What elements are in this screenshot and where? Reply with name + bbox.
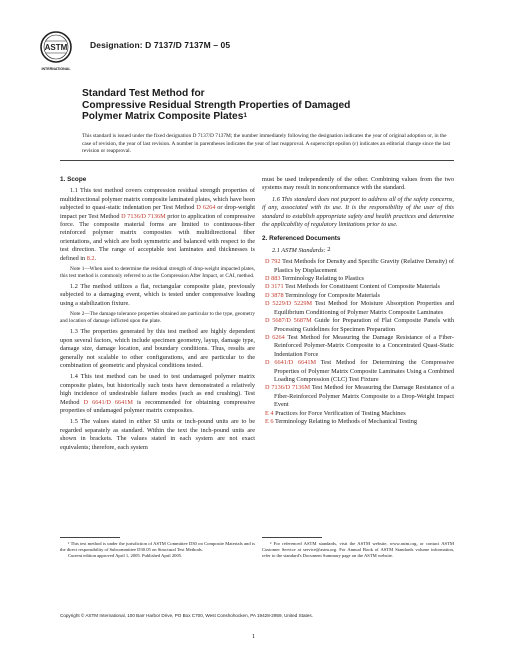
reference-title: Test Method for Measuring the Damage Resistance of a Fiber-Reinforced Polymer Matrix Composite to a Drop-Weight Impact Event [274, 384, 454, 409]
title-line-3-text: Polymer Matrix Composite Plates [82, 111, 244, 122]
astm-standards-footnote-marker: 2 [327, 245, 331, 253]
astm-standards-text: 2.1 ASTM Standards: [272, 246, 326, 254]
para-1-4-text: 1.4 This test method can be used to test undamaged polymer matrix composite plates, but historically such tests have demonstrated a relatively high incidence of undesirable failure modes (such as end crushing). Test Method [60, 373, 255, 406]
reference-code-link[interactable]: D 883 [265, 275, 281, 283]
designation: Designation: D 7137/D 7137M – 05 [90, 40, 231, 50]
note-1: Note 1—When used to determine the residual strength of drop-weight impacted plates, this test method is commonly referred to as the Compression After Impact, or CAI, method. [60, 266, 255, 280]
footnote-2-text: ² For referenced ASTM standards, visit the ASTM website, www.astm.org, or contact ASTM Customer Service at service@astm.org. For Annual Book of ASTM Standards volume information, refer to the standard's Document Summary page on the ASTM website. [262, 541, 454, 559]
reference-code-link[interactable]: D 6264 [265, 333, 285, 341]
title-line-1: Standard Test Method for [82, 88, 205, 99]
para-1-2: 1.2 The method utilizes a flat, rectangular composite plate, previously subjected to a damaging event, which is tested under compressive loading using a stabilization fixture. [60, 283, 255, 307]
footnote-2 [262, 541, 454, 560]
note-2: Note 2—The damage tolerance properties obtained are particular to the type, geometry and location of damage inflicted upon the plate. [60, 311, 255, 325]
reference-item [262, 359, 454, 384]
reference-title: Terminology Relating to Plastics [281, 275, 364, 283]
link-d6264[interactable]: D 6264 [196, 204, 216, 212]
para-1-3: 1.3 The properties generated by this test method are highly dependent upon several factors, which include specimen geometry, layup, damage type, damage size, damage location, and boundary conditions. Thus, results are generally not scalable to other configurations, and are particular to the combination of geometric and physical conditions tested. [60, 328, 255, 369]
astm-standards-label [262, 247, 454, 255]
reference-code-link[interactable]: D 3878 [265, 291, 284, 299]
reference-item [262, 300, 454, 317]
para-1-1-text-b: or drop-weight impact per Test Method [60, 204, 255, 220]
reference-item [262, 384, 454, 409]
link-d7136[interactable]: D 7136/D 7136M [121, 212, 166, 220]
title-line-2: Compressive Residual Strength Properties of Damaged [82, 99, 351, 111]
link-d6641[interactable]: D 6641/D 6641M [83, 398, 133, 406]
para-1-1-text-c: prior to application of compressive force. The composite material forms are limited to continuous-fiber reinforced polymer matrix composites with multidirectional fiber orientations, and which are both symmetric and balanced with respect to the test direction. The range of acceptable test laminates and thicknesses is defined in [60, 212, 255, 262]
reference-title: Terminology for Composite Materials [285, 291, 380, 299]
link-8-2[interactable]: 8.2 [86, 254, 95, 262]
header-divider [60, 160, 454, 161]
reference-code-link[interactable]: E 6 [265, 417, 274, 425]
reference-item [262, 410, 454, 418]
reference-item [262, 275, 454, 283]
astm-logo [38, 28, 74, 74]
reference-item [262, 317, 454, 334]
footnote-rule-right [262, 537, 322, 538]
reference-item [262, 418, 454, 426]
reference-code-link[interactable]: D 7136/D 7136M [265, 384, 311, 392]
title-footnote-marker: 1 [243, 112, 247, 119]
page-number: 1 [252, 633, 256, 640]
reference-title: Guide for Preparation of Flat Composite Panels with Processing Guidelines for Specimen Preparation [274, 317, 454, 333]
issuance-statement: This standard is issued under the fixed designation D 7137/D 7137M; the number immediately following the designation indicates the year of original adoption or, in the case of revision, the year of last revision. A number in parentheses indicates the year of last reapproval. A superscript epsilon (ε) indicates an editorial change since the last revision or reapproval. [82, 133, 451, 155]
reference-code-link[interactable]: D 5229/D 5229M [265, 300, 313, 308]
reference-code-link[interactable]: D 6641/D 6641M [265, 359, 317, 367]
para-1-1 [60, 187, 255, 263]
reference-item [262, 283, 454, 291]
reference-title: Terminology Relating to Methods of Mechanical Testing [274, 417, 418, 425]
reference-item [262, 258, 454, 275]
reference-title: Test Method for Moisture Absorption Properties and Equilibrium Conditioning of Polymer Matrix Composite Laminates [274, 300, 454, 316]
right-column [262, 176, 454, 426]
scope-heading: 1. Scope [60, 176, 87, 183]
document-title [82, 88, 442, 123]
footnote-1 [60, 541, 255, 560]
reference-title: Test Method for Measuring the Damage Resistance of a Fiber-Reinforced Polymer-Matrix Composite to a Concentrated Quasi-Static Indentation Force [274, 333, 455, 358]
reference-item [262, 334, 454, 359]
para-1-4-text-b: is recommended for obtaining compressive properties of undamaged polymer matrix composites. [60, 398, 255, 414]
para-1-4 [60, 373, 255, 415]
title-line-3 [82, 111, 442, 123]
reference-title: Test Methods for Density and Specific Gravity (Relative Density) of Plastics by Displacement [274, 258, 454, 274]
svg-text:INTERNATIONAL: INTERNATIONAL [41, 67, 71, 71]
reference-code-link[interactable]: E 4 [265, 409, 274, 417]
footnote-rule-left [60, 537, 120, 538]
reference-item [262, 292, 454, 300]
para-1-5-continued: must be used independently of the other. Combining values from the two systems may result in nonconformance with the standard. [262, 176, 454, 192]
reference-code-link[interactable]: D 5687/D 5687M [265, 317, 312, 325]
copyright-notice: Copyright © ASTM International, 100 Barr Harbor Drive, PO Box C700, West Conshohocken, PA 19428-2959, United States. [60, 613, 313, 618]
reference-code-link[interactable]: D 792 [265, 258, 281, 266]
reference-title: Practices for Force Verification of Testing Machines [275, 409, 406, 417]
reference-title: Test Methods for Constituent Content of Composite Materials [285, 283, 440, 291]
reference-title: Test Method for Determining the Compressive Properties of Polymer Matrix Composite Laminates Using a Combined Loading Compression (CLC) Test Fixture [274, 359, 454, 383]
reference-list [262, 258, 454, 426]
para-1-1-text: 1.1 This test method covers compression residual strength properties of multidirectional polymer matrix composite laminated plates, which have been subjected to quasi-static indentation per Test Method [60, 187, 255, 212]
referenced-documents-heading: 2. Referenced Documents [262, 235, 341, 243]
footnote-1-date: Current edition approved April 1, 2005. Published April 2005. [68, 553, 183, 559]
para-1-5: 1.5 The values stated in either SI units or inch-pound units are to be regarded separately as standard. Within the text the inch-pound units are shown in brackets. The values stated in each system are not exact equivalents; therefore, each system [60, 418, 255, 451]
footnote-1-text: ¹ This test method is under the jurisdiction of ASTM Committee D30 on Composite Materials and is the direct responsibility of Subcommittee D30.05 on Structural Test Methods. [60, 541, 255, 553]
para-1-1-text-d: . [94, 254, 97, 262]
para-1-6: 1.6 This standard does not purport to address all of the safety concerns, if any, associated with its use. It is the responsibility of the user of this standard to establish appropriate safety and health practices and determine the applicability of regulatory limitations prior to use. [262, 195, 454, 229]
reference-code-link[interactable]: D 3171 [265, 283, 284, 291]
svg-text:ASTM: ASTM [44, 43, 68, 52]
left-column [60, 176, 255, 455]
